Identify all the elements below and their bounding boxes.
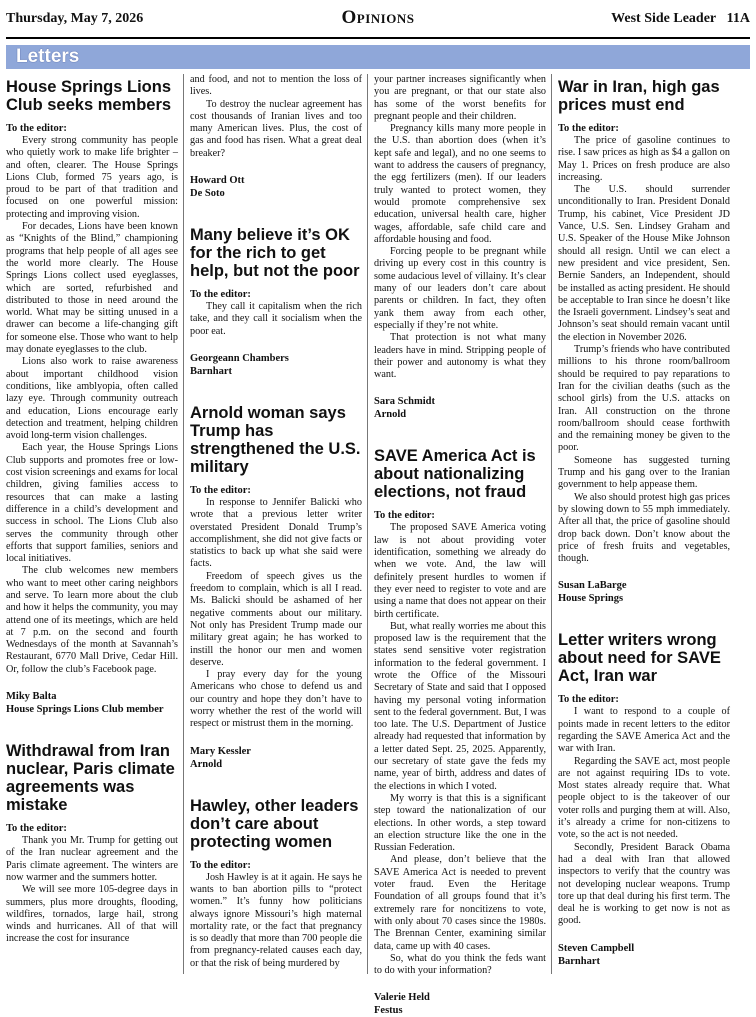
letter-paragraph: The proposed SAVE America voting law is not about providing voter identification, something we already do when we vote. And, the law will definitely present hurdles to women if they ever need to register to vote and are using a name that does not appear on their birth certificate. [374, 522, 547, 620]
letter-paragraph: Every strong community has people who quietly work to make life brighter – and often, clearer. The House Springs Lions Club, formed 75 years ago, is proud to be part of that tradition and focused on one powerful mission: protecting and improving vision. [6, 135, 178, 220]
paper-name-page [611, 11, 750, 27]
letter-paragraph: That protection is not what many leaders have in mind. Stripping people of their power and autonomy is what they want. [374, 332, 546, 381]
letter [6, 742, 178, 946]
letter-salutation: To the editor: [190, 289, 251, 301]
letter-salutation: To the editor: [190, 859, 251, 871]
letter-salutation: To the editor: [6, 123, 67, 134]
column-divider [367, 74, 368, 974]
letter-headline: Letter writers wrong about need for SAVE Act, Iran war [558, 631, 721, 686]
letter-paragraph: The club welcomes new members who want to meet other caring neighbors and serve. To learn more about the club and how it helps the community, you may attend one of its meetings, which are held at 7 p.m. on the second and fourth Wednesdays of the month at Savannah’s Restaurant, 6770 Mall Drive, Cedar Hill. Or, follow the club’s Facebook page. [6, 565, 178, 675]
column-divider [183, 74, 184, 974]
author-name: Mary Kessler [190, 745, 251, 757]
letter-body [558, 706, 730, 927]
letter-signature [374, 991, 546, 1017]
letter-headline: War in Iran, high gas prices must end [558, 78, 720, 114]
letter-paragraph: I want to respond to a couple of points made in recent letters to the editor regarding the SAVE America Act and the war with Iran. [558, 706, 730, 755]
letter-paragraph: The U.S. should surrender unconditionally to Iran. President Donald Trump, his cabinet, Vice President JD Vance, U.S. Sen. Lindsey Graham and U.S. Speaker of the House Mike Johnson should all resign. Until we can elect a new president and vice president, Sen. Bernie Sanders, an Independent, should be installed as acting president. He should be acceptable to Iran since he doesn’t like the Israeli government. Lindsey’s seat and Johnson’s seat should remain vacant until the election in November 2026. [558, 184, 731, 343]
letter-body [6, 135, 178, 676]
letter-body [374, 522, 546, 977]
author-name: Valerie Held [374, 992, 430, 1004]
letter-signature [190, 174, 362, 200]
letter-salutation: To the editor: [558, 694, 619, 706]
letter-paragraph: Pregnancy kills many more people in the U.S. than abortion does (when it’s kept safe and legal), and no one seems to want to address the causers of pregnancy, the egg fertilizers (men). If our leaders truly wanted to protect women, they would promote comprehensive sex education, universal health care, higher wages, affordable, safe child care and affordable housing and food. [374, 123, 546, 245]
letter-signature [6, 690, 178, 716]
letter-salutation: To the editor: [374, 510, 435, 522]
letter-paragraph: Josh Hawley is at it again. He says he wants to ban abortion pills to “protect women.” It’s funny how politicians always ignore Missouri’s high maternal mortality rate, or the fact that pregnancy is so deadly that more than 700 people die from pregnancy-related causes each day, or that the risk of being murdered by [190, 871, 363, 969]
letter [6, 78, 178, 716]
issue-date: Thursday, May 7, 2026 [6, 11, 144, 26]
paper-name: West Side Leader [611, 11, 717, 26]
letter-salutation: To the editor: [190, 484, 251, 496]
letter-paragraph: To destroy the nuclear agreement has cost thousands of Iranian lives and too many American lives. Plus, the cost of gas and food has risen. What a great deal breaker? [190, 98, 362, 159]
masthead-rule [6, 37, 750, 39]
letter-headline: House Springs Lions Club seeks members [6, 78, 172, 114]
author-name: Georgeann Chambers [190, 352, 289, 364]
letter-headline: Withdrawal from Iran nuclear, Paris climate agreements was mistake [6, 742, 175, 815]
letter-paragraph: We will see more 105-degree days in summers, plus more droughts, flooding, wildfires, tornados, large hail, strong winds and hurricanes. All of that will increase the cost for insurance [6, 884, 178, 945]
letter-paragraph: They call it capitalism when the rich take, and they call it socialism when the poor eat. [190, 301, 362, 337]
author-location: House Springs Lions Club member [6, 704, 164, 716]
letter-paragraph: your partner increases significantly when you are pregnant, or that our state also has some of the worst benefits for pregnant people and their children. [374, 74, 546, 122]
author-name: Susan LaBarge [558, 580, 627, 592]
letter-paragraph: And please, don’t believe that the SAVE America Act is needed to prevent voter fraud. Even the Heritage Foundation of all groups found that it’s extremely rare for noncitizens to vote, with only about 70 cases since the 1980s. The Brennan Center, examining similar data, came up with 40 cases. [374, 854, 546, 952]
page-number: 11A [726, 11, 750, 26]
section-title: Opinions [341, 7, 415, 28]
column-3 [374, 74, 547, 1017]
letter-paragraph: Forcing people to be pregnant while driving up every cost in this country is some audacious level of villainy. It’s clear many of our leaders don’t care about parents or children. In fact, they often yank them away from each other, especially if they’re not white. [374, 246, 546, 331]
letter-paragraph: Each year, the House Springs Lions Club supports and promotes free or low-cost vision screenings and exams for local children, giving families access to resources that can make a lasting difference in a child’s development and success in school. The Lions Club also serves the community through other efforts that support families, seniors and local initiatives. [6, 442, 179, 565]
letter-paragraph: But, what really worries me about this proposed law is the requirement that the states send sensitive voter registration information to the federal government. I wrote the Office of the Missouri Secretary of State and said that I opposed having my personal voting information sent to the federal government. But, I was too late. The U.S. Department of Justice already had requested that information by a letter dated Sept. 25, 2025. Apparently, our secretary of state gave the feds my name, year of birth, address and dates of the elections in which I voted. [374, 620, 546, 792]
letter-body [558, 135, 730, 565]
letter-paragraph: and food, and not to mention the loss of lives. [190, 74, 362, 98]
letter [190, 797, 362, 970]
letter-body [190, 872, 362, 970]
letter [190, 404, 362, 771]
letter-body [374, 74, 546, 381]
masthead [6, 0, 750, 38]
letter [190, 74, 362, 200]
author-name: Sara Schmidt [374, 396, 435, 408]
column-divider [551, 74, 552, 974]
letter-body [190, 74, 362, 160]
column-1 [6, 74, 178, 979]
letter-signature [190, 352, 362, 378]
letters-banner-label: Letters [16, 46, 80, 67]
author-name: Miky Balta [6, 691, 57, 703]
letter-paragraph: Secondly, President Barack Obama had a deal with Iran that allowed inspectors to verify that the country was not developing nuclear weapons. Trump tore up that deal during his first term. The deal he is working to get now is not as good. [558, 841, 730, 927]
letter-paragraph: I pray every day for the young Americans who chose to defend us and our country and hope they don’t have to worry whether the rest of the world will respect or mistrust them in the morning. [190, 669, 362, 730]
letter-salutation: To the editor: [6, 823, 67, 835]
letter-salutation: To the editor: [558, 123, 619, 134]
letter-paragraph: My worry is that this is a significant step toward the nationalization of our elections. In other words, a step toward an election structure like the one in the Russian Federation. [374, 792, 546, 854]
letter-paragraph: Lions also work to raise awareness about important childhood vision conditions, like amblyopia, often called lazy eye. Through community outreach and education, Lions encourage early detection and treatment, helping children avoid long-term vision challenges. [6, 356, 178, 442]
author-location: De Soto [190, 188, 225, 200]
letter-paragraph: Someone has suggested turning Trump and his gang over to the Iranian government to help appease them. [558, 454, 730, 491]
letter-paragraph: Thank you Mr. Trump for getting out of the Iran nuclear agreement and the Paris climate agreement. The winters are now warmer and the summers hotter. [6, 835, 178, 883]
letter-signature [558, 942, 730, 968]
letter-paragraph: Regarding the SAVE act, most people are not against requiring IDs to vote. Most states already require that. What people object to is the takeover of our voter rolls and purging them at will. Also, it’s already a crime for non-citizens to vote, so the act is not needed. [558, 755, 730, 841]
letter-body [190, 301, 362, 338]
author-name: Steven Campbell [558, 942, 635, 954]
author-location: House Springs [558, 593, 624, 605]
letters-banner [6, 45, 750, 69]
author-location: Barnhart [558, 955, 600, 967]
letter-signature [374, 395, 546, 421]
letter-paragraph: So, what do you think the feds want to do with your information? [374, 952, 546, 977]
letter-paragraph: For decades, Lions have been known as “Knights of the Blind,” championing programs that help people of all ages see the world more clearly. The House Springs Lions collect used eyeglasses, which are sorted, refurbished and distributed to those in need around the world. What may be sitting unused in a drawer can become a life-changing gift for someone else. Those who want to help may donate eyeglasses to the club. [6, 221, 178, 356]
letter-paragraph: The price of gasoline continues to rise. I saw prices as high as $4 a gallon on May 1. Prices on fresh produce are also increasing. [558, 135, 730, 183]
letter-paragraph: In response to Jennifer Balicki who wrote that a previous letter writer overstated President Donald Trump’s accomplishment, she did not give facts or statistics to back up what she said were facts. [190, 496, 362, 570]
letter [374, 447, 546, 1017]
letter-headline: Many believe it’s OK for the rich to get help, but not the poor [190, 226, 360, 281]
author-location: Barnhart [190, 365, 232, 377]
column-2 [190, 74, 362, 979]
letter-headline: Hawley, other leaders don’t care about protecting women [190, 796, 359, 851]
author-location: Arnold [374, 409, 407, 421]
letter-paragraph: We also should protest high gas prices by slowing down to 55 mph immediately. After all that, the price of gasoline should drop back down. Don’t know about the price of fresh fruits and vegetables, though. [558, 491, 730, 565]
author-location: Arnold [190, 758, 223, 770]
author-location: Festus [374, 1005, 403, 1017]
letter-headline: SAVE America Act is about nationalizing elections, not fraud [374, 447, 536, 502]
letter [558, 78, 730, 605]
letter-body [6, 835, 178, 946]
letter-signature [558, 579, 730, 605]
letter-paragraph: Trump’s friends who have contributed millions to his throne room/ballroom should be required to pay reparations to Iran for the civilian deaths (such as the school girls) from the U.S. attacks on Iran. All construction on the throne room/ballroom should cease forthwith and the remaining money be given to the poor. [558, 344, 730, 454]
column-4 [558, 74, 730, 979]
letter-body [190, 497, 362, 731]
letter [190, 226, 362, 378]
letter-headline: Arnold woman says Trump has strengthened the U.S. military [190, 403, 361, 476]
letter [558, 631, 730, 967]
letter [374, 74, 546, 421]
letter-signature [190, 745, 362, 771]
letter-paragraph: Freedom of speech gives us the freedom to complain, which is all I read. Ms. Balicki should be ashamed of her negative comments about our military. Not only has President Trump made our military great again; he has worked to instill the honor our men and women deserve. [190, 570, 362, 668]
author-name: Howard Ott [190, 175, 245, 187]
